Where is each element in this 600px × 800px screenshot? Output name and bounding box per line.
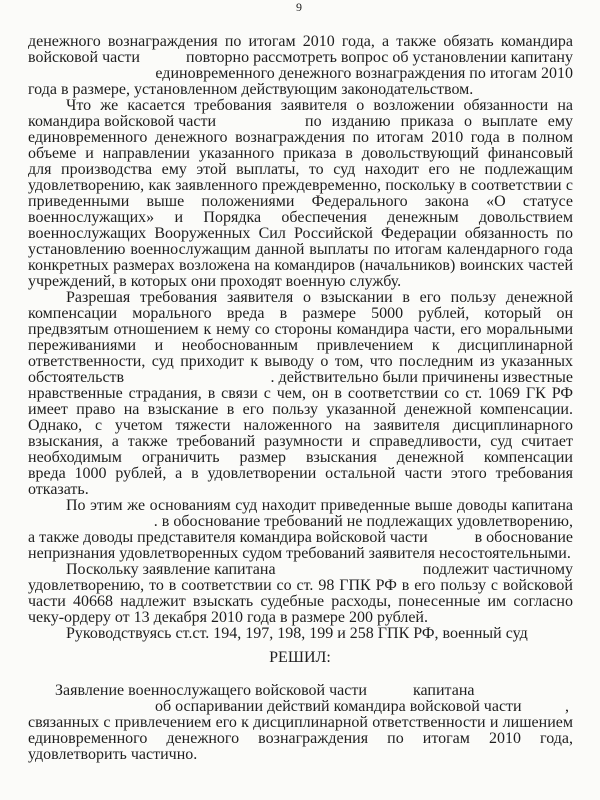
text-line: отказать. xyxy=(28,481,89,498)
text-line: года в размере, установленном действующим законодательством. xyxy=(28,81,474,98)
text-segment: . в обоснование требований не подлежащих удовлетворению, xyxy=(153,513,573,530)
text-line: единовременного денежного вознаграждения по итогам 2010 года в полном xyxy=(28,130,573,146)
text-line xyxy=(28,514,573,530)
text-line: компенсации морального вреда в размере 5000 рублей, который он xyxy=(28,306,573,322)
text-segment: войсковой части xyxy=(28,49,140,66)
text-line: удовлетворению, то в соответствии со ст. 98 ГПК РФ в его пользу с войсковой xyxy=(28,578,573,594)
text-line: ответственности, суд приходит к выводу о том, что последним из указанных xyxy=(28,354,573,370)
text-line xyxy=(28,370,573,386)
text-line: установлению военнослужащим данной выплаты по итогам календарного года xyxy=(28,242,573,258)
text-line: переживаниями и необоснованным привлечением к дисциплинарной xyxy=(28,338,573,354)
text-segment: а также доводы представителя командира войсковой части xyxy=(28,529,428,546)
text-line: Что же касается требования заявителя о возложении обязанности на xyxy=(66,98,573,114)
text-line: вреда 1000 рублей, а в удовлетворении остальной части этого требования xyxy=(28,466,573,482)
text-line: непризнания удовлетворенных судом требований заявителя несостоятельными. xyxy=(28,545,571,562)
text-segment: в обоснование xyxy=(474,529,573,546)
text-segment: , xyxy=(565,698,569,715)
text-line xyxy=(28,530,573,546)
text-line: учреждений, в которых они проходят военную службу. xyxy=(28,273,402,290)
text-line: связанных с привлечением его к дисциплинарной ответственности и лишением xyxy=(28,715,573,731)
decision-heading: РЕШИЛ: xyxy=(269,649,331,666)
text-line xyxy=(28,699,573,715)
text-line xyxy=(28,66,573,82)
text-segment: Поскольку заявление капитана xyxy=(66,561,276,578)
text-line: военнослужащих» и Порядка обеспечения денежным довольствием xyxy=(28,210,573,226)
text-segment: об оспаривании действий командира войсковой части xyxy=(155,698,522,715)
text-line xyxy=(28,562,573,578)
text-line: взыскания, а также требований разумности и справедливости, суд считает xyxy=(28,434,573,450)
text-line: предвзятым отношением к нему со стороны командира части, его моральными xyxy=(28,322,573,338)
text-line: чеку-ордеру от 13 декабря 2010 года в размере 200 рублей. xyxy=(28,609,428,626)
text-line: имеет право на взыскание в его пользу указанной денежной компенсации. xyxy=(28,402,573,418)
text-line: По этим же основаниям суд находит приведенные выше доводы капитана xyxy=(66,498,573,514)
text-line: необходимым ограничить размер взыскания денежной компенсации xyxy=(28,450,573,466)
text-segment: повторно рассмотреть вопрос об установлении капитану xyxy=(186,49,573,66)
text-line: военнослужащих Вооруженных Сил Российской Федерации обязанность по xyxy=(28,226,573,242)
text-segment: . действительно были причинены известные xyxy=(270,369,573,386)
text-line: объеме и направлении указанного приказа в довольствующий финансовый xyxy=(28,146,573,162)
text-line: для производства ему этой выплаты, то суд находит его не подлежащим xyxy=(28,162,573,178)
text-line: Однако, с учетом тяжести наложенного на заявителя дисциплинарного xyxy=(28,418,573,434)
page-number: 9 xyxy=(296,0,302,14)
text-segment: подлежит частичному xyxy=(422,561,573,578)
text-line xyxy=(28,683,573,699)
text-line: нравственные страдания, в связи с чем, он в соответствии со ст. 1069 ГК РФ xyxy=(28,386,573,402)
text-segment: единовременного денежного вознаграждения по итогам 2010 xyxy=(155,65,573,82)
text-segment: обстоятельств xyxy=(28,369,125,386)
text-segment: капитана xyxy=(413,682,475,699)
text-segment: командира войсковой части xyxy=(28,113,217,130)
text-line: конкретных размерах возложена на командиров (начальников) воинских частей xyxy=(28,258,573,274)
text-line xyxy=(28,114,573,130)
text-line: Разрешая требования заявителя о взыскании в его пользу денежной xyxy=(66,290,573,306)
text-line: приведенными выше положениями Федерального закона «О статусе xyxy=(28,194,573,210)
text-line: денежного вознаграждения по итогам 2010 года, а также обязать командира xyxy=(28,34,573,50)
text-segment: Заявление военнослужащего войсковой части xyxy=(55,682,367,699)
text-line: удовлетворению, как заявленного преждевременно, поскольку в соответствии с xyxy=(28,178,573,194)
text-line: Руководствуясь ст.ст. 194, 197, 198, 199 и 258 ГПК РФ, военный суд xyxy=(66,625,528,642)
text-line xyxy=(28,50,573,66)
text-line: удовлетворить частично. xyxy=(28,746,198,763)
text-line: единовременного денежного вознаграждения по итогам 2010 года, xyxy=(28,731,573,747)
text-segment: по изданию приказа о выплате ему xyxy=(305,114,573,130)
text-line: части 40668 надлежит взыскать судебные расходы, понесенные им согласно xyxy=(28,594,573,610)
